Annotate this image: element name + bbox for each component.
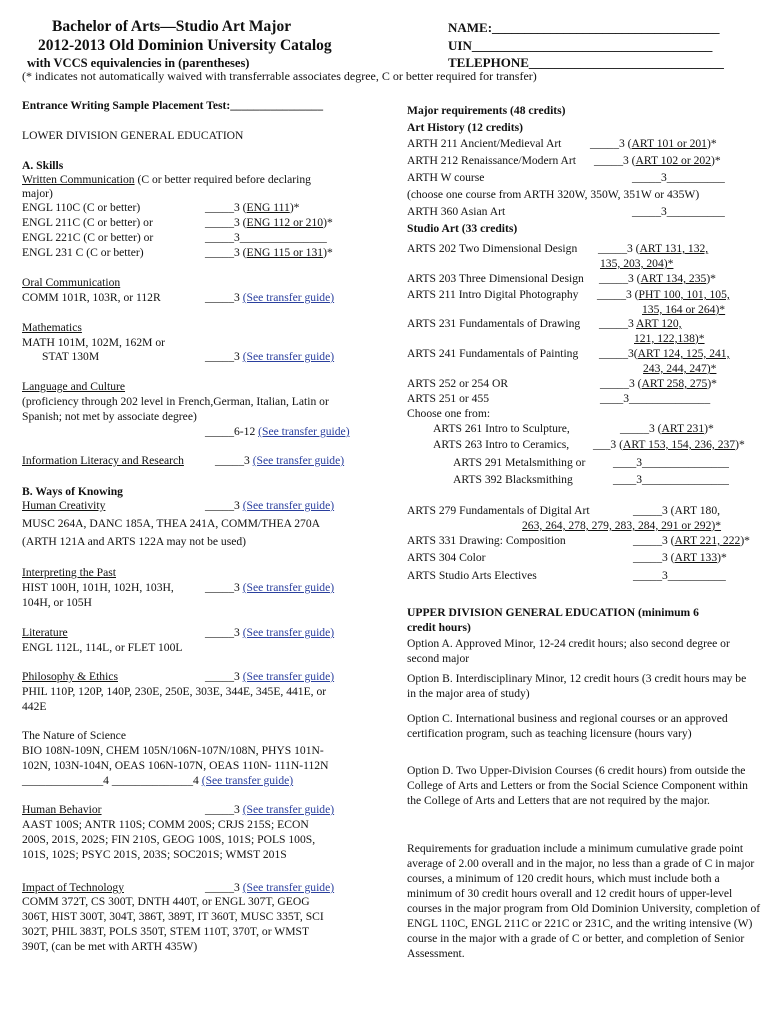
engl-211c: ENGL 211C (C or better) or bbox=[22, 216, 153, 229]
uin-field[interactable]: UIN_____________________________________ bbox=[448, 38, 713, 53]
major-requirements-heading: Major requirements (48 credits) bbox=[407, 104, 566, 117]
transfer-guide-link[interactable]: (See transfer guide) bbox=[258, 425, 350, 438]
arts-261-credit: _____3 (ART 231)* bbox=[620, 422, 714, 435]
impact-technology-courses-3: 302T, PHIL 383T, POLS 350T, STEM 110T, 370T, or WMST bbox=[22, 925, 310, 938]
arts-304: ARTS 304 Color bbox=[407, 551, 486, 564]
human-behavior-courses-3: 101S, 102S; PSYC 201S, 203S; SOC201S; WMST 201S bbox=[22, 848, 287, 861]
philosophy-ethics-courses-2: 442E bbox=[22, 700, 47, 713]
human-creativity-note: (ARTH 121A and ARTS 122A may not be used) bbox=[22, 535, 247, 548]
language-culture-credit: _____6-12 (See transfer guide) bbox=[205, 425, 350, 438]
oral-communication-credit: _____3 (See transfer guide) bbox=[205, 291, 335, 304]
info-literacy-title: Information Literacy and Research bbox=[22, 454, 184, 467]
name-field[interactable]: NAME:___________________________________ bbox=[448, 20, 720, 35]
arts-251-credit: ____3______________ bbox=[600, 392, 711, 405]
arts-202: ARTS 202 Two Dimensional Design bbox=[407, 242, 578, 255]
transfer-note: (* indicates not automatically waived with transferrable associates degree, C or better required for transfer) bbox=[22, 69, 537, 83]
literature-courses: ENGL 112L, 114L, or FLET 100L bbox=[22, 641, 183, 654]
arts-231-credit: _____3 ART 120, bbox=[599, 317, 682, 330]
human-creativity-courses: MUSC 264A, DANC 185A, THEA 241A, COMM/THEA 270A bbox=[22, 517, 321, 530]
mathematics-title: Mathematics bbox=[22, 321, 82, 334]
lower-division-heading: LOWER DIVISION GENERAL EDUCATION bbox=[22, 129, 244, 142]
literature-title: Literature bbox=[22, 626, 68, 639]
oral-communication-title: Oral Communication bbox=[22, 276, 121, 289]
mathematics-credit: _____3 (See transfer guide) bbox=[205, 350, 335, 363]
choose-one-label: Choose one from: bbox=[407, 407, 491, 420]
engl-231c-credit: _____3 (ENG 115 or 131)* bbox=[205, 246, 333, 259]
graduation-requirements: Requirements for graduation include a minimum cumulative grade point average of 2.00 overall and in the major, no less than a grade of C in major courses, a minimum of 120 credit hours, which must include both a minimum of 30 credit hours overall and 12 credit hours of upper-level courses in the major program from Old Dominion University, completion of ENGL 110C, ENGL 211C or 221C or 231C, and the writing intensive (W) course in the major with a grade of C or better, and completion of Senior Assessment. bbox=[407, 842, 761, 960]
arts-electives: ARTS Studio Arts Electives bbox=[407, 569, 537, 582]
transfer-guide-link[interactable]: (See transfer guide) bbox=[252, 454, 345, 467]
arts-241-equiv-2: 243, 244, 247)* bbox=[643, 362, 717, 375]
art-history-heading: Art History (12 credits) bbox=[407, 121, 524, 134]
option-c: Option C. International business and regional courses or an approved certification program, such as teaching licensure (hours vary) bbox=[407, 712, 728, 740]
human-creativity-title: Human Creativity bbox=[22, 499, 106, 512]
engl-110c-credit: _____3 (ENG 111)* bbox=[205, 201, 300, 214]
philosophy-ethics-title: Philosophy & Ethics bbox=[22, 670, 118, 683]
title-line-2: 2012-2013 Old Dominion University Catalog bbox=[38, 37, 332, 54]
ways-of-knowing-heading: B. Ways of Knowing bbox=[22, 485, 123, 498]
philosophy-ethics-credit: _____3 (See transfer guide) bbox=[205, 670, 335, 683]
nature-of-science-courses-2: 102N, 103N-104N, OEAS 106N-107N, OEAS 110N- 111N-112N bbox=[22, 759, 329, 772]
nature-of-science-courses: BIO 108N-109N, CHEM 105N/106N-107N/108N, PHYS 101N- bbox=[22, 744, 324, 757]
human-behavior-credit: _____3 (See transfer guide) bbox=[205, 803, 335, 816]
engl-110c: ENGL 110C (C or better) bbox=[22, 201, 141, 214]
transfer-guide-link[interactable]: (See transfer guide) bbox=[242, 670, 335, 683]
arts-263-credit: ___3 (ART 153, 154, 236, 237)* bbox=[593, 438, 745, 451]
arts-202-credit: _____3 (ART 131, 132, bbox=[598, 242, 709, 255]
arts-263: ARTS 263 Intro to Ceramics, bbox=[433, 438, 570, 451]
nature-of-science-credit: ______________4 ______________4 (See transfer guide) bbox=[22, 774, 294, 787]
arth-360-credit: _____3__________ bbox=[632, 205, 725, 218]
entrance-writing-test: Entrance Writing Sample Placement Test:________________ bbox=[22, 99, 323, 112]
written-communication-note-2: major) bbox=[22, 187, 53, 200]
human-behavior-courses-2: 200S, 201S, 202S; FIN 210S, GEOG 100S, 101S; POLS 100S, bbox=[22, 833, 316, 846]
mathematics-courses: MATH 101M, 102M, 162M or bbox=[22, 336, 165, 349]
arth-w-course: ARTH W course bbox=[407, 171, 485, 184]
interpreting-past-title: Interpreting the Past bbox=[22, 566, 117, 579]
mathematics-stat: STAT 130M bbox=[42, 350, 100, 363]
arth-211-credit: _____3 (ART 101 or 201)* bbox=[590, 137, 717, 150]
language-culture-line-2: Spanish; not met by associate degree) bbox=[22, 410, 197, 423]
literature-credit: _____3 (See transfer guide) bbox=[205, 626, 335, 639]
arts-331-credit: _____3 (ART 221, 222)* bbox=[633, 534, 750, 547]
info-literacy-credit: _____3 (See transfer guide) bbox=[215, 454, 345, 467]
arts-279-credit: _____3 (ART 180, bbox=[633, 504, 721, 517]
title-line-3: with VCCS equivalencies in (parentheses) bbox=[27, 56, 250, 70]
impact-technology-courses-4: 390T, (can be met with ARTH 435W) bbox=[22, 940, 198, 953]
arts-241-credit: _____3(ART 124, 125, 241, bbox=[599, 347, 730, 360]
impact-technology-courses-1: COMM 372T, CS 300T, DNTH 440T, or ENGL 307T, GEOG bbox=[22, 895, 310, 908]
engl-231c: ENGL 231 C (C or better) bbox=[22, 246, 144, 259]
arts-electives-credit: _____3__________ bbox=[633, 569, 726, 582]
arts-392: ARTS 392 Blacksmithing bbox=[453, 473, 573, 486]
arts-203-credit: _____3 (ART 134, 235)* bbox=[599, 272, 716, 285]
transfer-guide-link[interactable]: (See transfer guide) bbox=[242, 291, 335, 304]
upper-division-heading: UPPER DIVISION GENERAL EDUCATION (minimum 6 bbox=[407, 606, 699, 619]
transfer-guide-link[interactable]: (See transfer guide) bbox=[242, 350, 335, 363]
arts-392-credit: ____3_______________ bbox=[613, 473, 729, 486]
arts-252: ARTS 252 or 254 OR bbox=[407, 377, 509, 390]
transfer-guide-link[interactable]: (See transfer guide) bbox=[242, 499, 335, 512]
arts-241: ARTS 241 Fundamentals of Painting bbox=[407, 347, 579, 360]
nature-of-science-title: The Nature of Science bbox=[22, 729, 126, 742]
interpreting-past-courses: HIST 100H, 101H, 102H, 103H, bbox=[22, 581, 174, 594]
option-b: Option B. Interdisciplinary Minor, 12 credit hours (3 credit hours may be in the major area of study) bbox=[407, 672, 747, 700]
skills-heading: A. Skills bbox=[22, 159, 64, 172]
arts-279: ARTS 279 Fundamentals of Digital Art bbox=[407, 504, 590, 517]
telephone-field[interactable]: TELEPHONE______________________________ bbox=[448, 55, 724, 70]
arth-360: ARTH 360 Asian Art bbox=[407, 205, 506, 218]
transfer-guide-link[interactable]: (See transfer guide) bbox=[201, 774, 294, 787]
engl-221c: ENGL 221C (C or better) or bbox=[22, 231, 154, 244]
option-a: Option A. Approved Minor, 12-24 credit hours; also second degree or second major bbox=[407, 637, 730, 665]
human-behavior-title: Human Behavior bbox=[22, 803, 102, 816]
transfer-guide-link[interactable]: (See transfer guide) bbox=[242, 881, 335, 894]
arts-291: ARTS 291 Metalsmithing or bbox=[453, 456, 586, 469]
language-culture-title: Language and Culture bbox=[22, 380, 126, 393]
impact-technology-credit: _____3 (See transfer guide) bbox=[205, 881, 335, 894]
interpreting-past-credit: _____3 (See transfer guide) bbox=[205, 581, 335, 594]
written-communication-title: Written Communication bbox=[22, 173, 135, 186]
option-d: Option D. Two Upper-Division Courses (6 credit hours) from outside the College of Arts and Letters or from the Social Science Component within the College of Arts and Letters that are not required by the major. bbox=[407, 764, 748, 807]
arts-279-equiv: 263, 264, 278, 279, 283, 284, 291 or 292)* bbox=[522, 519, 722, 532]
arts-251: ARTS 251 or 455 bbox=[407, 392, 490, 405]
arts-211-equiv-2: 135, 164 or 264)* bbox=[642, 303, 726, 316]
written-communication-line bbox=[22, 172, 311, 187]
arts-304-credit: _____3 (ART 133)* bbox=[633, 551, 727, 564]
philosophy-ethics-courses: PHIL 110P, 120P, 140P, 230E, 250E, 303E, 344E, 345E, 441E, or bbox=[22, 685, 327, 698]
arts-261: ARTS 261 Intro to Sculpture, bbox=[433, 422, 570, 435]
interpreting-past-courses-2: 104H, or 105H bbox=[22, 596, 92, 609]
arts-211-credit: _____3 (PHT 100, 101, 105, bbox=[597, 288, 730, 301]
transfer-guide-link[interactable]: (See transfer guide) bbox=[242, 581, 335, 594]
arts-203: ARTS 203 Three Dimensional Design bbox=[407, 272, 584, 285]
arth-w-credit: _____3__________ bbox=[632, 171, 725, 184]
impact-technology-title: Impact of Technology bbox=[22, 881, 124, 894]
title-line-1: Bachelor of Arts—Studio Art Major bbox=[52, 18, 292, 35]
upper-division-heading-2: credit hours) bbox=[407, 621, 471, 634]
arth-211: ARTH 211 Ancient/Medieval Art bbox=[407, 137, 562, 150]
arth-212: ARTH 212 Renaissance/Modern Art bbox=[407, 154, 576, 167]
arts-231: ARTS 231 Fundamentals of Drawing bbox=[407, 317, 581, 330]
transfer-guide-link[interactable]: (See transfer guide) bbox=[242, 803, 335, 816]
arts-211: ARTS 211 Intro Digital Photography bbox=[407, 288, 579, 301]
impact-technology-courses-2: 306T, HIST 300T, 304T, 386T, 389T, IT 360T, MUSC 335T, SCI bbox=[22, 910, 324, 923]
written-communication-note: (C or better required before declaring bbox=[134, 173, 311, 186]
engl-221c-credit: _____3_______________ bbox=[205, 231, 327, 244]
studio-art-heading: Studio Art (33 credits) bbox=[407, 222, 518, 235]
transfer-guide-link[interactable]: (See transfer guide) bbox=[242, 626, 335, 639]
arts-252-credit: _____3 (ART 258, 275)* bbox=[600, 377, 717, 390]
arth-w-note: (choose one course from ARTH 320W, 350W, 351W or 435W) bbox=[407, 188, 700, 201]
language-culture-line-1: (proficiency through 202 level in French,German, Italian, Latin or bbox=[22, 395, 329, 408]
arth-212-credit: _____3 (ART 102 or 202)* bbox=[594, 154, 721, 167]
human-behavior-courses-1: AAST 100S; ANTR 110S; COMM 200S; CRJS 215S; ECON bbox=[22, 818, 309, 831]
arts-331: ARTS 331 Drawing: Composition bbox=[407, 534, 566, 547]
engl-211c-credit: _____3 (ENG 112 or 210)* bbox=[205, 216, 333, 229]
arts-202-equiv-2: 135, 203, 204)* bbox=[600, 257, 674, 270]
oral-communication-courses: COMM 101R, 103R, or 112R bbox=[22, 291, 161, 304]
arts-231-equiv-2: 121, 122,138)* bbox=[634, 332, 705, 345]
arts-291-credit: ____3_______________ bbox=[613, 456, 729, 469]
human-creativity-credit: _____3 (See transfer guide) bbox=[205, 499, 335, 512]
